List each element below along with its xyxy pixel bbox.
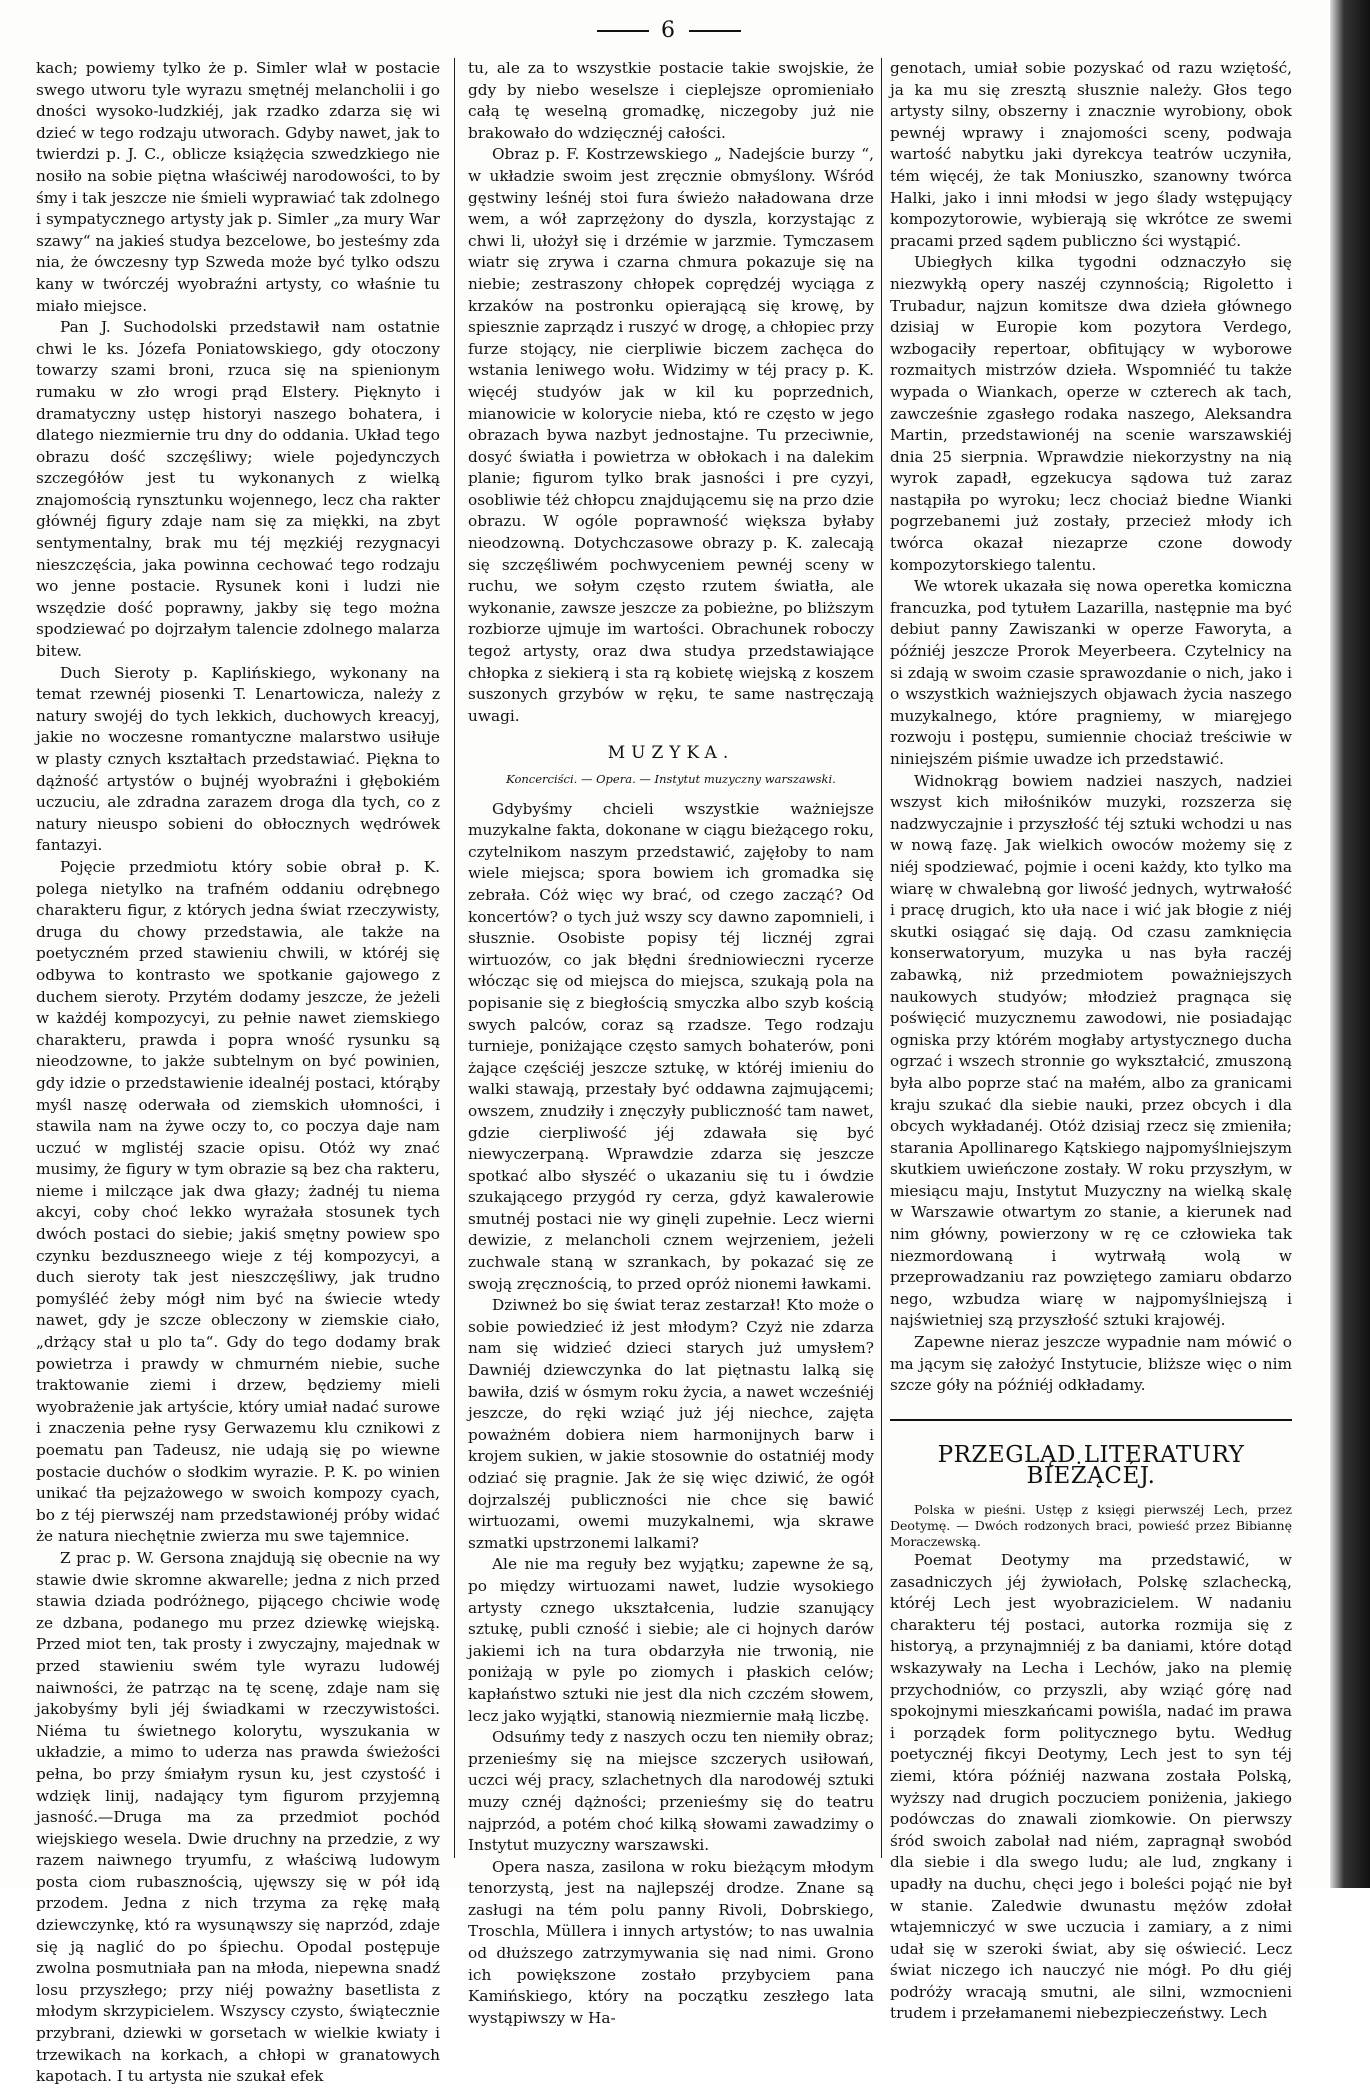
col1-paragraph: Pan J. Suchodolski przedstawił nam ostatnie chwi le ks. Józefa Poniatowskiego, gdy otoczony towarzy szami broni, rzuca się na spienionym rumaku w zło wrogi prąd Elstery. Pięknyto i dramatyczny ustęp historyi naszego bohatera, i dlatego niezmiernie tru dny do oddania. Układ tego obrazu dość szczęśliwy; wiele pojedynczych szczegółów jest tu wykonanych z wielką znajomością rynsztunku wojennego, lecz cha rakter głównéj figury zdaje nam się za miękki, na zbyt sentymentalny, brak mu téj męzkiéj rezygnacyi nieszczęścia, jaka powinna cechować tego rodzaju wo jenne postacie. Rysunek koni i ludzi nie wszędzie dość poprawny, jakby się tego można spodziewać po dojrzałym talencie zdolnego malarza bitew. [36,318,440,661]
music-paragraph: Opera nasza, zasilona w roku bieżącym młodym tenorzystą, jest na najlepszéj drodze. Znane są zasługi na tém polu panny Rivoli, Dobrskiego, Troschla, Müllera i innych artystów; to nas uwalnia od dłuższego zatrzymywania się nad nimi. Grono ich powiększone zostało przybyciem pana Kamińskiego, który na początku zeszłego lata wystąpiwszy w Ha- [468,1857,874,2027]
column-3 [890,58,1292,2025]
col2-paragraph: tu, ale za to wszystkie postacie takie swojskie, że gdy by niebo weselsze i cieplejsze opromieniało całą tę weselną gromadkę, niczegoby już nie brakowało do wdzięcznéj całości. [468,59,874,142]
literature-paragraph: Poemat Deotymy ma przedstawić, w zasadniczych jéj żywiołach, Polskę szlachecką, któréj Lech jest wyobrazicielem. W nadaniu charakteru téj postaci, autorka rozmija się z historyą, a przynajmniéj z ba daniami, które dotąd wskazywały na Lecha i Lechów, jako na plemię przychodniów, co przyszli, aby wziąć górę nad spokojnymi mieszkańcami powiśla, nadać im prawa i porządek form politycznego bytu. Według poetycznéj fikcyi Deotymy, Lech jest to syn téj ziemi, która późniéj nazwana została Polską, wyższy nad drugich poczuciem poniżenia, jakiego podówczas do znawali ziomkowie. On pierwszy śród swoich zabolał nad niém, zapragnął swobód dla siebie i dla swego ludu; ale lud, zngkany i upadły na duchu, chęci jego i boleści pojąć nie był w stanie. Zaledwie dwunastu mężów zdołał wtajemniczyć w swe uczucia i zamiary, a z nimi udał się w szeroki świat, aby się oświecić. Lecz świat niczego ich nauczyć nie mógł. Po dłu giéj podróży wracają smutni, ale silni, wzmocnieni trudem i przełamanemi niebezpieczeństwy. Lech [890,1551,1292,2023]
music-paragraph: Dziwneż bo się świat teraz zestarzał! Kto może o sobie powiedzieć iż jest młodym? Czyż nie zdarza nam się widzieć dzieci starych już umysłem? Dawniéj dziewczynka do lat piętnastu lalką się bawiła, dziś w ósmym roku życia, a nawet wcześniéj jeszcze, do ręki wziąć już jéj niechce, zajęta poważném dobiera niem harmonijnych barw i krojem sukien, w jakie stosownie do ostatniéj mody odziać się pragnie. Jak że się więc dziwić, że ogół dojrzalszéj publiczności nie chce się bawić wirtuozami, owemi muzykalnemi, wja skrawe szmatki upstrzonemi lalkami? [468,1296,874,1552]
col1-paragraph: kach; powiemy tylko że p. Simler wlał w postacie swego utworu tyle wyrazu smętnéj melancholii i go dności wysoko-ludzkiéj, jak rzadko zdarza się wi dzieć w tego rodzaju utworach. Gdyby nawet, jak to twierdzi p. J. C., oblicze książęcia szwedzkiego nie nosiło na sobie piętna właściwéj narodowości, to by śmy i tak jeszcze nie śmieli wyprawiać tak zdolnego i sympatycznego artysty jak p. Simler „za mury War szawy“ na jakieś studya bezcelowe, bo jesteśmy zda nia, że ówczesny typ Szweda może być tylko odszu kany w twórczéj wyobraźni artysty, co właśnie tu miało miejsce. [36,59,440,315]
music-section-title: MUZYKA. [607,743,735,764]
literature-note: Polska w pieśni. Ustęp z księgi pierwszéj Lech, przez Deotymę. — Dwóch rodzonych braci, powieść przez Bibiannę Moraczewską. [890,1502,1292,1549]
literature-heading: PRZEGLĄD LITERATURY BIEŻĄCÉJ. [937,1441,1245,1490]
music-paragraph: Ale nie ma reguły bez wyjątku; zapewne że są, po między wirtuozami nawet, ludzie wysokiego artysty cznego ukształcenia, ludzie szanujący sztukę, publi czność i siebie; ale ci hojnych darów jakiemi ich na tura obdarzyła nie trwonią, nie poniżają w pyle po ziomych i płaskich celów; kapłaństwo sztuki nie jest dla nich czczém słowem, lecz jako wyjątki, stanowią niezmiernie małą liczbę. [468,1555,874,1725]
col2-paragraph: Obraz p. F. Kostrzewskiego „ Nadejście burzy “, w układzie swoim jest zręcznie obmyślony. Wśród gęstwiny leśnéj stoi fura świeżo naładowana drze wem, a wół zaprzężony do dyszla, korzystając z chwi li, ułożył się i drzémie w jarzmie. Tymczasem wiatr się zrywa i czarna chmura pokazuje się na niebie; zestraszony chłopek coprędzéj wyciąga z krzaków na postronku opierającą się krowę, by spiesznie zaprządz i ruszyć w drogę, a chłopiec przy furze stojący, nie cierpliwie biczem zachęca do wstania leniwego wołu. Widzimy w téj pracy p. K. więcéj studyów jak w kil ku poprzednich, mianowicie w kolorycie nieba, któ re często w jego obrazach bywa nazbyt jednostajne. Tu przeciwnie, dosyć światła i powietrza w obłokach i na dalekim planie; figurom tylko brak jasności i pre cyzyi, osobliwie téż chłopcu znajdującemu się na przo dzie obrazu. W ogóle poprawność większa byłaby nieodzowną. Dotychczasowe obrazy p. K. zalecają się szczęśliwém pochwyceniem pewnéj sceny w ruchu, we sołym często rzutem światła, ale wykonanie, zawsze jeszcze za pobieżne, po bliższym rozbiorze ujmuje im wartości. Obrachunek roboczy tegoż artysty, oraz dwa studya przedstawiające chłopka z siekierą i sta rą kobietę wiejską z koszem suszonych grzybów w ręku, te same nastręczają uwagi. [468,145,874,725]
column-1 [36,58,440,2088]
column-rule-right [881,58,882,1858]
col1-paragraph: Pojęcie przedmiotu który sobie obrał p. K. polega nietylko na trafném oddaniu odrębnego charakteru figur, z których jedna świat rzeczywisty, druga du chowy przedstawia, ale także na poetyczném przed stawieniu chwili, w któréj się odbywa to kontrasto we spotkanie gajowego z duchem sieroty. Przytém dodamy jeszcze, że jeżeli w każdéj kompozycyi, zu pełnie nawet ziemskiego charakteru, prawda i popra wność rysunku są nieodzowne, to jakże subtelnym on być powinien, gdy idzie o przedstawienie idealnéj postaci, którąby myśl naszę oderwała od ziemskich ułomności, i stawila nam na żywe oczy to, co poczya daje nam uczuć w mglistéj szacie opisu. Otóż wy znać musimy, że figury w tym obrazie są bez cha rakteru, nieme i milczące jak dwa głazy; żadnéj tu niema akcyi, coby choć lekko wyrażała stosunek tych dwóch postaci do siebie; jakiś smętny powiew spo czynku bezduszneego wieje z téj kompozycyi, a duch sieroty tak jest nieszczęśliwy, jak trudno pomyśléć żeby mógł nim być na świecie wtedy nawet, gdy je szcze obleczony w ziemskie ciało, „drżący stał u plo ta“. Gdy do tego dodamy brak powietrza i prawdy w chmurném niebie, suche traktowanie ziemi i drzew, będziemy mieli wyobrażenie jak artyście, który umiał nadać surowe i znaczenia pełne rysy Gerwazemu klu cznikowi z poematu pan Tadeusz, nie udają się po wiewne postacie duchów o słodkim wyrazie. P. K. po winien unikać tła pejzażowego w swoich kompozy cyach, bo z téj pierwszéj nam przedstawionéj próby widać że natura niechętnie zwierza mu swe tajemnice. [36,857,440,1546]
col1-paragraph: Z prac p. W. Gersona znajdują się obecnie na wy stawie dwie skromne akwarelle; jedna z nich przed stawia dziada podróżnego, pijącego chciwie wodę ze dzbana, podanego mu przez dziewkę wiejską. Przed miot ten, tak prosty i zwyczajny, majednak w przed stawieniu swém tyle wyrazu ludowéj naiwności, że patrząc na tę scenę, zdaje nam się jakobyśmy byli jéj świadkami w rzeczywistości. Niéma tu świetnego kolorytu, wyszukania w układzie, a mimo to uderza nas prawda świeżości pełna, bo przy śmiałym rysun ku, jest czystość i wdzięk linij, nadający tym figurom przyjemną jasność.—Druga ma za przedmiot pochód wiejskiego wesela. Dwie druchny na przedzie, z wy razem naiwnego tryumfu, z właściwą ludowym posta ciom rubasznością, ujęwszy się w pół idą przodem. Jedna z nich trzyma za rękę małą dziewczynkę, któ ra wysunąwszy się naprzód, zdaje się ją naglić do po śpiechu. Opodal postępuje zwolna posmutniała pan na młoda, niepewna snadź losu przyszłego; przy niéj poważny basetlista z młodym skrzypicielem. Wszyscy czysto, świątecznie przybrani, dziewki w gorsetach w wielkie kwiaty i trzewikach na korkach, a chłopi w granatowych kapotach. I tu artysta nie szukał efek [36,1548,440,2086]
section-divider [890,1419,1292,1421]
music-paragraph: Odsuńmy tedy z naszych oczu ten niemiły obraz; przenieśmy się na miejsce szczerych usiłowań, uczci wéj pracy, szlachetnych dla narodowéj sztuki muzy cznéj dążności; przenieśmy się do teatru najprzód, a potém choć kilką słowami zawadzimy o Instytut muzyczny warszawski. [468,1728,874,1855]
music-paragraph: Gdybyśmy chcieli wszystkie ważniejsze muzykalne fakta, dokonane w ciągu bieżącego roku, czytelnikom naszym przedstawić, zajęłoby to nam wiele miejsca; spora bowiem ich gromadka się zebrała. Cóż więc wy brać, od czego zacząć? Od koncertów? o tych już wszy scy dawno zapomnieli, i słusznie. Osobiste popisy téj licznéj zgrai wirtuozów, co jak błędni średniowieczni rycerze włócząc się od miejsca do miejsca, szukają pola na popisanie się z biegłością smyczka albo szyb kością swych palców, coraz są rzadsze. Tego rodzaju turniejе, poniżające często samych bohaterów, poni żające częściéj jeszcze sztukę, w któréj imieniu do walki stawają, przestały być oddawna zajmującemi; owszem, znudziły i znęczyły publiczność tam nawet, gdzie cierpliwość jéj zdawała się być niewyczerpaną. Wprawdzie zdarza się jeszcze spotkać albo słyszéć o ukazaniu się tu i ówdzie szukającego przygód ry cerza, gdyż kawalerowie smutnéj postaci nie wy ginęli zupełnie. Lecz wierni dewizie, z melancholi cznem wejrzeniem, jeżeli zuchwale staną w szrankach, by pokazać się ze swoją zręcznością, to przed opróż nionemi ławkami. [468,799,874,1293]
col3-paragraph: genotach, umiał sobie pozyskać od razu wziętość, ja ka mu się zresztą słusznie należy. Głos tego artysty silny, obszerny i znacznie wyrobiony, obok pewnéj wprawy i znajomości sceny, podwaja wartość nabytku jaki dyrekcya teatrów uczyniła, tém więcéj, że tak Moniuszko, szanowny twórca Halki, jako i inni młodsi w jego ślady wstępujący kompozytorowie, wybierają się wkrótce ze swemi pracami przed sądem publiczno ści wystąpić. [890,59,1292,250]
col3-paragraph: We wtorek ukazała się nowa operetka komiczna francuzka, pod tytułem Lazarilla, następnie ma być debiut panny Zawiszanki w operze Faworyta, a późniéj jeszcze Prorok Meyerbeera. Czytelnicy na si zdają w swoim czasie sprawozdanie o nich, jako i o wszystkich ważniejszych objawach życia naszego muzykalnego, które pragniemy, w miaręjego rozwoju i postępu, sumiennie chociaż treściwie w niniejszém piśmie uwadze ich przedstawić. [890,577,1292,768]
column-rule-left [454,58,455,1858]
music-section-subtitle: Koncerciści. — Opera. — Instytut muzyczny warszawski. [506,772,836,786]
left-dash [597,30,649,32]
col3-paragraph: Ubiegłych kilka tygodni odznaczyło się niezwykłą opery naszéj czynnością; Rigoletto i Trubadur, najzun komitsze dwa dzieła głównego dzisiaj w Europie kom pozytora Verdego, wzbogaciły repertoar, obfitujący w wyborowe rozmaitych mistrzów dzieła. Wspomniéć tu także wypada o Wiankach, operze w czterech ak tach, zawcześnie zgasłego rodaka naszego, Aleksandra Martin, przedstawionéj na scenie warszawskiéj dnia 25 sierpnia. Wprawdzie niekorzystny na nią wyrok zapadł, egzekucya sądowa tuż zaraz nastąpiła po wyroku; lecz chociaż biedne Wianki pogrzebanemi już zostały, przecież młody ich twórca okazał niezaprze czone dowody kompozytorskiego talentu. [890,253,1292,574]
page-number-value: 6 [661,18,677,43]
page-edge-strip [1330,0,1370,1888]
right-dash [689,30,741,32]
col3-paragraph: Zapewne nieraz jeszcze wypadnie nam mówić o ma jącym się założyć Instytucie, bliższe więc o nim szcze góły na późniéj odkładamy. [890,1333,1292,1395]
page-number [0,18,1338,43]
col1-paragraph: Duch Sieroty p. Kaplińskiego, wykonany na temat rzewnéj piosenki T. Lenartowicza, należy z natury swojéj do tych lekkich, duchowych kreacyj, jakie no woczesne romantyczne malarstwo usiłuje w plasty cznych kształtach przedstawiać. Piękna to dążność artystów o bujnéj wyobraźni i głębokiém uczuciu, ale zdradna zarazem droga dla tych, co z natury nieuspo sobieni do obłocznych wędrówek fantazyi. [36,663,440,855]
column-2 [468,58,874,2029]
col3-paragraph: Widnokrąg bowiem nadziei naszych, nadziei wszyst kich miłośników muzyki, rozszerza się nadzwyczajnie i przyszłość téj sztuki wchodzi u nas w nową fazę. Jak wielkich owoców możemy się z niéj spodziewać, pojmie i oceni każdy, kto tylko ma wiarę w chwalebną gor liwość jednych, wytrwałość i pracę drugich, kto uła nace i wić jak błogie z niéj skutki osiągać się dają. Od czasu zamknięcia konserwatoryum, muzyka u nas była raczéj zabawką, niż przedmiotem poważniejszych naukowych studyów; młodzież pragnąca się poświęcić muzycznemu zawodowi, nie posiadając ogniska przy którém mogłaby artystycznego ducha ogrzać i wszech stronnie go wykształcić, zmuszoną była albo poprze stać na małém, albo za granicami kraju szukać dla siebie nauki, przez obcych i dla obcych wykładanéj. Otóż dzisiaj rzecz się zmieniła; starania Apollinarego Kątskiego najpomyślniejszym skutkiem uwieńczone zostały. W roku przyszłym, w miesiącu maju, Instytut Muzyczny na wielką skalę w Warszawie otwartym zo stanie, a kierunek nad nim główny, powierzony w rę ce człowieka tak niezmordowaną i wytrwałą wolą w przeprowadzaniu raz powziętego zamiaru obdarzo nego, wzbudza wiarę w najpomyślniejszą i najświetniej szą przyszłość sztuki krajowéj. [890,771,1292,1330]
